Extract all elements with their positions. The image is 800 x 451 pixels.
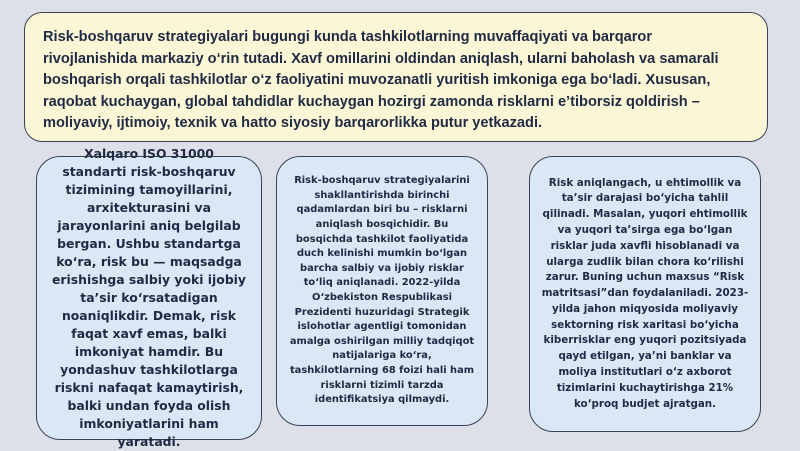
risk-analysis-text: Risk aniqlangach, u ehtimollik va ta’sir darajasi bo‘yicha tahlil qilinadi. Masalan, yuqori ehtimollik va yuqori ta’sirga ega bo‘lgan risklar juda xavfli hisoblanadi va ularga zudlik bilan chora ko‘rilishi zarur. Buning uchun maxsus “Risk matritsasi”dan foydalaniladi. 2023-yilda jahon miqyosida moliyaviy sektorning risk xaritasi bo‘yicha kiberrisklar eng yuqori pozitsiyada qayd etilgan, ya’ni banklar va moliya institutlari o‘z axborot tizimlarini kuchaytirishga 21% ko‘proq budjet ajratgan.	[541, 176, 749, 410]
intro-text: Risk-boshqaruv strategiyalari bugungi kunda tashkilotlarning muvaffaqiyati va barqaror rivojlanishida markaziy o‘rin tutadi. Xavf omillarini oldindan aniqlash, ularni baholash va samarali boshqarish orqali tashkilotlar o‘z faoliyatini muvozanatli yuritish imkoniga ega bo‘ladi. Xususan, raqobat kuchaygan, global tahdidlar kuchaygan hozirgi zamonda risklarni e’tiborsiz qoldirish – moliyaviy, ijtimoiy, texnik va hatto siyosiy barqarorlikka putur yetkazadi.	[43, 29, 719, 131]
risk-analysis-card	[529, 156, 761, 432]
risk-identification-text: Risk-boshqaruv strategiyalarini shakllantirishda birinchi qadamlardan biri bu – risklarni aniqlash bosqichidir. Bu bosqichda tashkilot faoliyatida duch kelinishi mumkin bo‘lgan barcha salbiy va ijobiy risklar to‘liq aniqlanadi. 2022-yilda O‘zbekiston Respublikasi Prezidenti huzuridagi Strategik islohotlar agentligi tomonidan amalga oshirilgan milliy tadqiqot natijalariga ko‘ra, tashkilotlarning 68 foizi hali ham risklarni tizimli tarzda identifikatsiya qilmaydi.	[289, 175, 475, 406]
intro-panel	[24, 12, 768, 142]
risk-identification-card	[276, 156, 488, 426]
iso-31000-text: Xalqaro ISO 31000 standarti risk-boshqaruv tizimining tamoyillarini, arxitekturasini va jarayonlarini aniq belgilab bergan. Ushbu standartga ko‘ra, risk bu — maqsadga erishishga salbiy yoki ijobiy ta’sir ko‘rsatadigan noaniqlikdir. Demak, risk faqat xavf emas, balki imkoniyat hamdir. Bu yondashuv tashkilotlarga riskni nafaqat kamaytirish, balki undan foyda olish imkoniyatlarini ham yaratadi.	[51, 146, 247, 449]
iso-31000-card	[36, 146, 262, 449]
